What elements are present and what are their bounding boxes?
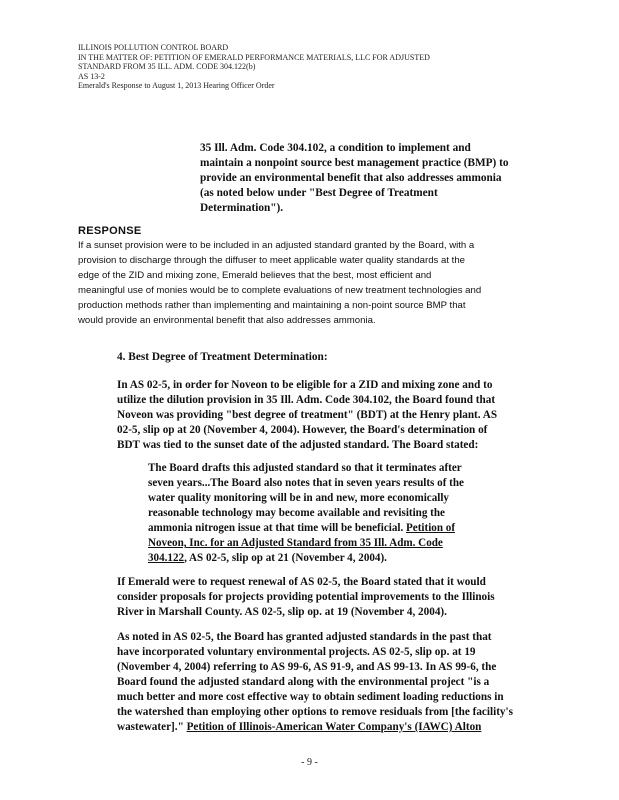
text-line: reasonable technology may become available and revisiting the [148, 507, 445, 519]
text-line: production methods rather than implementing and maintaining a non-point source BMP that [78, 300, 466, 311]
citation-tail: , AS 02-5, slip op at 21 (November 4, 2004). [184, 552, 387, 564]
text-line: much better and more cost effective way to obtain sediment loading reductions in [117, 691, 504, 703]
text-line: maintain a nonpoint source best management practice (BMP) to [200, 157, 509, 169]
header-line: IN THE MATTER OF: PETITION OF EMERALD PERFORMANCE MATERIALS, LLC FOR ADJUSTED [78, 52, 430, 62]
text-line: River in Marshall County. AS 02-5, slip op. at 19 (November 4, 2004). [117, 606, 447, 618]
text-line: meaningful use of monies would be to complete evaluations of new treatment technologies and [78, 285, 482, 296]
text-line: water quality monitoring will be in and new, more economically [148, 492, 449, 504]
text-line: the watershed than employing other options to remove residuals from [the facility's [117, 706, 513, 718]
text-line: consider proposals for projects providing potential improvements to the Illinois [117, 591, 495, 603]
block-quote [148, 461, 520, 566]
header-line: AS 13-2 [78, 71, 105, 81]
text-line: would provide an environmental benefit that also addresses ammonia. [78, 315, 376, 326]
quote-text: ammonia nitrogen issue at that time will be beneficial. [148, 522, 404, 534]
paragraph-renewal [117, 575, 535, 620]
section-heading: 4. Best Degree of Treatment Determination: [117, 351, 328, 363]
citation-link[interactable]: Petition of [406, 522, 456, 534]
text-line: Noveon was providing "best degree of treatment" (BDT) at the Henry plant. AS [117, 409, 498, 421]
response-heading: RESPONSE [78, 225, 142, 237]
response-body [78, 238, 548, 328]
text-line: seven years...The Board also notes that in seven years results of the [148, 477, 464, 489]
header-line: ILLINOIS POLLUTION CONTROL BOARD [78, 43, 229, 52]
text-line: 02-5, slip op at 20 (November 4, 2004). However, the Board's determination of [117, 424, 488, 436]
text-fragment: wastewater]." [117, 721, 187, 733]
text-line [148, 521, 520, 536]
paragraph-bdt [117, 378, 535, 453]
continued-item-text [200, 141, 560, 216]
text-line: BDT was tied to the sunset date of the adjusted standard. The Board stated: [117, 439, 479, 451]
text-line: provide an environmental benefit that also addresses ammonia [200, 172, 502, 184]
document-header [78, 43, 558, 91]
text-line: provision to discharge through the diffuser to meet applicable water quality standards at the [78, 255, 466, 266]
text-line: Board found the adjusted standard along with the environmental project "is a [117, 676, 490, 688]
text-line: utilize the dilution provision in 35 Ill. Adm. Code 304.102, the Board found that [117, 394, 496, 406]
text-line: Determination"). [200, 202, 284, 214]
header-line: STANDARD FROM 35 ILL. ADM. CODE 304.122(b) [78, 62, 256, 71]
text-line: As noted in AS 02-5, the Board has granted adjusted standards in the past that [117, 631, 492, 643]
page-number: - 9 - [301, 757, 318, 768]
text-line [148, 551, 520, 566]
citation-link[interactable]: Noveon, Inc. for an Adjusted Standard from 35 Ill. Adm. Code [148, 537, 443, 549]
text-line: have incorporated voluntary environmental projects. AS 02-5, slip op. at 19 [117, 646, 476, 658]
text-line: (November 4, 2004) referring to AS 99-6, AS 91-9, and AS 99-13. In AS 99-6, the [117, 661, 497, 673]
citation-link[interactable]: 304.122 [148, 552, 185, 564]
text-line: If a sunset provision were to be included in an adjusted standard granted by the Board, with a [78, 240, 475, 251]
text-line: 35 Ill. Adm. Code 304.102, a condition to implement and [200, 142, 471, 154]
citation-link[interactable]: Petition of Illinois-American Water Company's (IAWC) Alton [186, 721, 482, 733]
text-line: edge of the ZID and mixing zone, Emerald believes that the best, most efficient and [78, 270, 432, 281]
paragraph-voluntary-projects [117, 630, 535, 735]
text-line: If Emerald were to request renewal of AS 02-5, the Board stated that it would [117, 576, 486, 588]
text-line: (as noted below under "Best Degree of Treatment [200, 187, 438, 199]
text-line: The Board drafts this adjusted standard so that it terminates after [148, 462, 462, 474]
header-line: Emerald's Response to August 1, 2013 Hearing Officer Order [78, 81, 275, 90]
text-line [117, 720, 535, 735]
text-line: In AS 02-5, in order for Noveon to be eligible for a ZID and mixing zone and to [117, 379, 493, 391]
